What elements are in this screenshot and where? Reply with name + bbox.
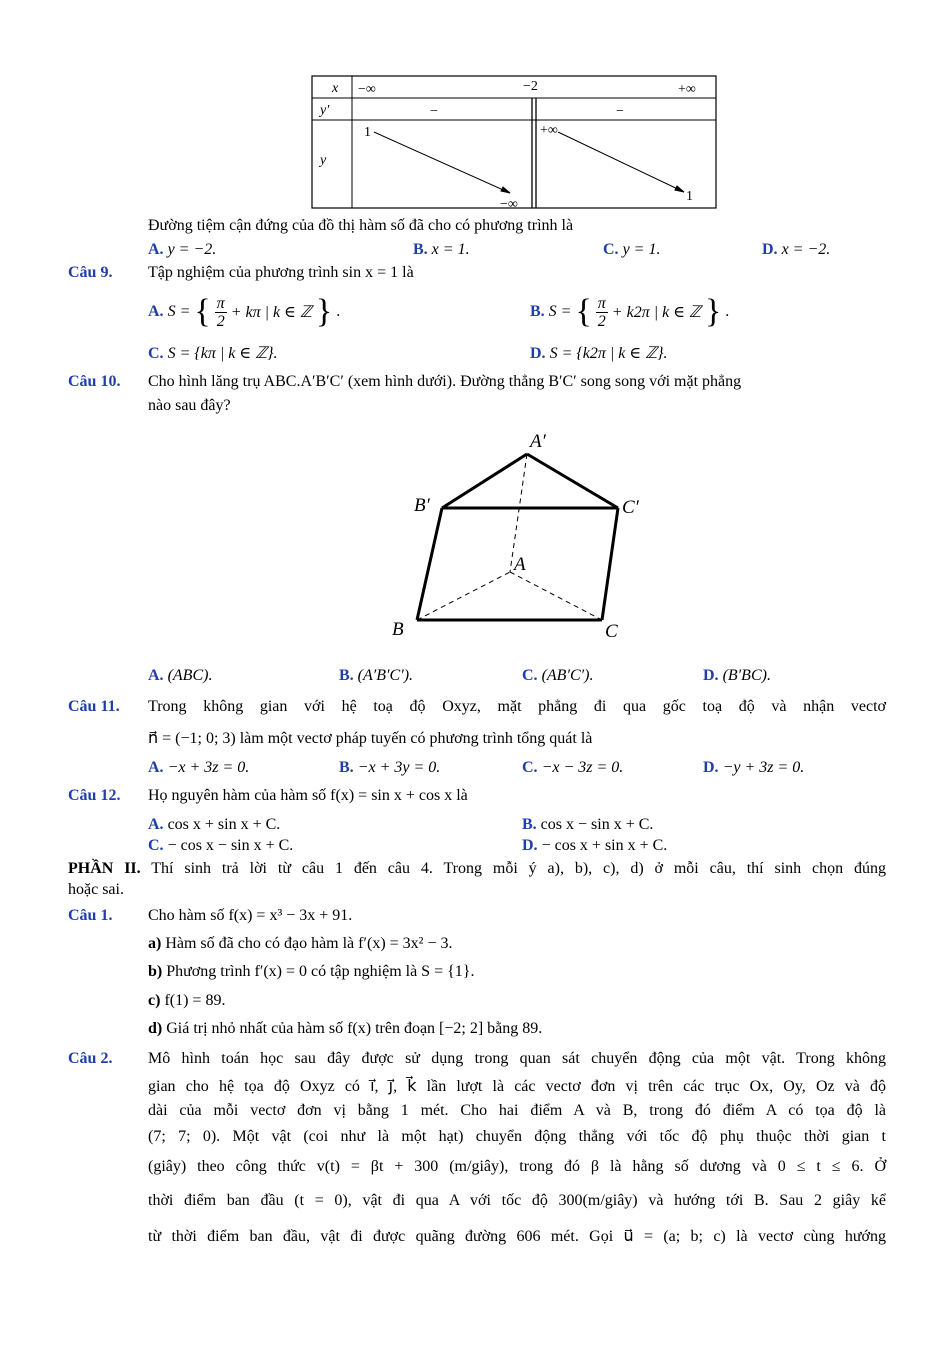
prism-figure (380, 425, 660, 650)
p2q1-item-b: b) Phương trình f′(x) = 0 có tập nghiệm là S = {1}. (148, 963, 475, 980)
vertex-b: B (392, 619, 404, 640)
p2q1-item-a: a) Hàm số đã cho có đạo hàm là f′(x) = 3x² − 3. (148, 935, 453, 952)
q9-option-a: A. S = { π 2 + kπ | k ∈ ℤ } . (148, 293, 341, 330)
q8-option-c: C. y = 1. (603, 241, 661, 258)
q12-stem: Họ nguyên hàm của hàm số f(x) = sin x + cos x là (148, 787, 468, 804)
q9-option-b: B. S = { π 2 + k2π | k ∈ ℤ } . (530, 293, 730, 330)
q10-option-d: D. (B′BC). (703, 667, 771, 684)
table-y-right-top: +∞ (540, 123, 558, 138)
q12-option-a: A. cos x + sin x + C. (148, 816, 281, 833)
q11-number: Câu 11. (68, 698, 120, 715)
p2q1-item-d: d) Giá trị nhỏ nhất của hàm số f(x) trên đoạn [−2; 2] bằng 89. (148, 1020, 543, 1037)
q8-option-a: A. y = −2. (148, 241, 217, 258)
q10-line2: nào sau đây? (148, 397, 231, 414)
edge-c1-c (602, 508, 618, 620)
table-x-minus-two: −2 (523, 79, 538, 94)
p2q1-stem: Cho hàm số f(x) = x³ − 3x + 91. (148, 907, 353, 924)
q10-option-b: B. (A′B′C′). (339, 667, 414, 684)
q12-option-b: B. cos x − sin x + C. (522, 816, 654, 833)
table-x-label: x (332, 81, 339, 96)
q10-line1: Cho hình lăng trụ ABC.A′B′C′ (xem hình dưới). Đường thẳng B′C′ song song với mặt phẳng (148, 373, 742, 390)
table-yprime-label: y′ (320, 103, 330, 118)
p2q2-line2: gian cho hệ tọa độ Oxyz có i⃗, j⃗, k⃗ lần lượt là các vectơ đơn vị trên các trục Ox, Oy, Oz và độ (148, 1078, 886, 1095)
table-y-label: y (320, 153, 327, 168)
q11-line1: Trong không gian với hệ toạ độ Oxyz, mặt phẳng đi qua gốc toạ độ và nhận vectơ (148, 698, 886, 715)
q11-line2: n⃗ = (−1; 0; 3) làm một vectơ pháp tuyến có phương trình tổng quát là (148, 730, 593, 747)
q8-option-b: B. x = 1. (413, 241, 470, 258)
vertex-a-prime: A′ (530, 431, 546, 452)
part2-line2: hoặc sai. (68, 881, 124, 898)
vertex-c-prime: C′ (622, 497, 639, 518)
q12-number: Câu 12. (68, 787, 121, 804)
edge-b1-b (417, 508, 442, 620)
edge-a-c (510, 572, 602, 620)
table-x-pos-inf: +∞ (678, 82, 696, 97)
q8-option-d: D. x = −2. (762, 241, 831, 258)
variation-table (310, 74, 720, 212)
vertex-c: C (605, 621, 618, 642)
q9-number: Câu 9. (68, 264, 113, 281)
q9-option-d: D. S = {k2π | k ∈ ℤ}. (530, 345, 668, 362)
q9-stem: Tập nghiệm của phương trình sin x = 1 là (148, 264, 414, 281)
part2-line1: PHẦN II. Thí sinh trả lời từ câu 1 đến câu 4. Trong mỗi ý a), b), c), d) ở mỗi câu, thí sinh chọn đúng (68, 860, 886, 877)
table-y-left-bottom: −∞ (500, 197, 518, 212)
p2q2-line5: (giây) theo công thức v(t) = βt + 300 (m/giây), trong đó β là hằng số dương và 0 ≤ t ≤ 6. Ở (148, 1158, 886, 1175)
q10-number: Câu 10. (68, 373, 121, 390)
edge-a1-c1 (527, 454, 618, 508)
q9-option-c: C. S = {kπ | k ∈ ℤ}. (148, 345, 278, 362)
vertex-b-prime: B′ (414, 495, 430, 516)
table-y-left-top: 1 (364, 125, 371, 140)
q11-option-a: A. −x + 3z = 0. (148, 759, 250, 776)
table-yprime-right-sign: − (616, 104, 624, 119)
p2q2-line4: (7; 7; 0). Một vật (coi như là một hạt) chuyển động thẳng với tốc độ phụ thuộc thời gian t (148, 1128, 886, 1145)
p2q2-line3: dài của mỗi vectơ đơn vị bằng 1 mét. Cho hai điểm A và B, trong đó điểm A có tọa độ là (148, 1102, 886, 1119)
p2q2-line7: từ thời điểm ban đầu, vật đi được quãng đường 606 mét. Gọi u⃗ = (a; b; c) là vectơ cùng hướng (148, 1228, 886, 1245)
q8-stem: Đường tiệm cận đứng của đồ thị hàm số đã cho có phương trình là (148, 217, 574, 234)
q12-option-c: C. − cos x − sin x + C. (148, 837, 294, 854)
edge-b1-a1 (442, 454, 527, 508)
q11-option-d: D. −y + 3z = 0. (703, 759, 805, 776)
p2q1-item-c: c) f(1) = 89. (148, 992, 226, 1009)
edge-b-a (417, 572, 510, 620)
q10-option-c: C. (AB′C′). (522, 667, 594, 684)
p2q2-line1: Mô hình toán học sau đây được sử dụng trong quan sát chuyển động của một vật. Trong không (148, 1050, 886, 1067)
p2q2-line6: thời điểm ban đầu (t = 0), vật đi qua A với tốc độ 300(m/giây) và hướng tới B. Sau 2 giây kể (148, 1192, 886, 1209)
table-x-neg-inf: −∞ (358, 82, 376, 97)
q11-option-b: B. −x + 3y = 0. (339, 759, 441, 776)
table-yprime-left-sign: − (430, 104, 438, 119)
table-y-right-bottom: 1 (686, 189, 693, 204)
vertex-a: A (514, 554, 526, 575)
p2q2-number: Câu 2. (68, 1050, 113, 1067)
q10-option-a: A. (ABC). (148, 667, 213, 684)
p2q1-number: Câu 1. (68, 907, 113, 924)
q12-option-d: D. − cos x + sin x + C. (522, 837, 668, 854)
q11-option-c: C. −x − 3z = 0. (522, 759, 624, 776)
